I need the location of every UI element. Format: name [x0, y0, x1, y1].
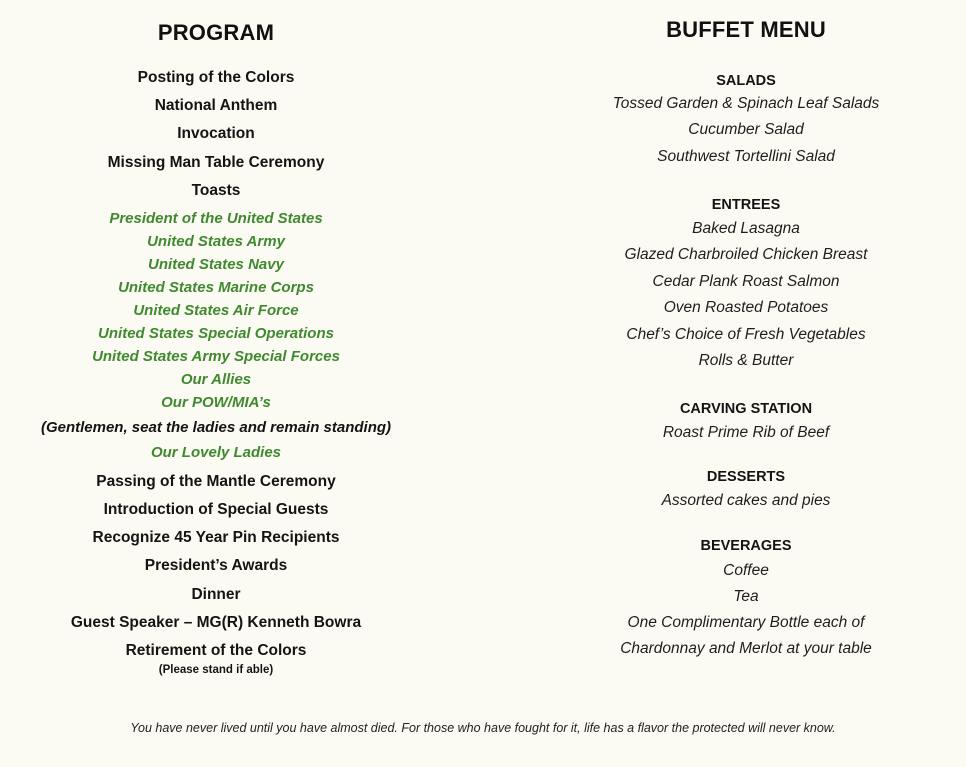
menu-item: Chef’s Choice of Fresh Vegetables	[626, 326, 866, 343]
menu-item: Assorted cakes and pies	[661, 492, 831, 509]
menu-item: Southwest Tortellini Salad	[657, 148, 835, 165]
toast-item: United States Special Operations	[98, 325, 334, 342]
menu-item: Tea	[733, 588, 759, 605]
toast-item: Our Lovely Ladies	[150, 444, 282, 461]
footer-quote: You have never lived until you have almost died. For those who have fought for it, life has a flavor the protected will never know.	[130, 721, 836, 735]
menu-item: Glazed Charbroiled Chicken Breast	[624, 246, 868, 263]
program-item: Retirement of the Colors	[125, 642, 307, 659]
program-item: Dinner	[191, 586, 241, 603]
program-item: Posting of the Colors	[137, 69, 295, 86]
menu-item: Baked Lasagna	[692, 220, 800, 237]
toast-item: Our Allies	[180, 371, 252, 388]
toast-item: United States Marine Corps	[118, 279, 314, 296]
toast-item: President of the United States	[109, 210, 323, 227]
menu-item: Roast Prime Rib of Beef	[662, 424, 830, 441]
program-item: Recognize 45 Year Pin Recipients	[92, 529, 340, 546]
menu-item: Cucumber Salad	[688, 121, 804, 138]
menu-item: Rolls & Butter	[698, 352, 794, 369]
menu-title: BUFFET MENU	[666, 17, 826, 42]
program-item: President’s Awards	[144, 557, 288, 574]
program-note: (Please stand if able)	[158, 664, 274, 676]
program-item: Invocation	[177, 125, 255, 142]
program-item: National Anthem	[154, 97, 278, 114]
menu-item: Cedar Plank Roast Salmon	[652, 273, 840, 290]
program-item: Introduction of Special Guests	[103, 501, 329, 518]
program-item: Guest Speaker – MG(R) Kenneth Bowra	[70, 614, 362, 631]
menu-item: Chardonnay and Merlot at your table	[620, 640, 872, 657]
program-item: Missing Man Table Ceremony	[107, 154, 325, 171]
toast-instruction: (Gentlemen, seat the ladies and remain standing)	[40, 419, 392, 436]
program-title: PROGRAM	[157, 20, 275, 45]
menu-section-heading: BEVERAGES	[700, 538, 792, 554]
toast-item: United States Air Force	[133, 302, 299, 319]
toast-item: United States Army Special Forces	[92, 348, 340, 365]
toast-item: United States Navy	[148, 256, 284, 273]
program-item: Toasts	[191, 182, 241, 199]
toast-item: United States Army	[147, 233, 285, 250]
menu-item: One Complimentary Bottle each of	[627, 614, 865, 631]
menu-item: Coffee	[723, 562, 769, 579]
menu-section-heading: SALADS	[716, 73, 776, 89]
menu-item: Oven Roasted Potatoes	[663, 299, 829, 316]
toast-item: Our POW/MIA’s	[161, 394, 271, 411]
menu-section-heading: DESSERTS	[706, 469, 786, 485]
menu-section-heading: ENTREES	[711, 197, 781, 213]
menu-item: Tossed Garden & Spinach Leaf Salads	[612, 95, 880, 112]
program-item: Passing of the Mantle Ceremony	[96, 473, 336, 490]
menu-section-heading: CARVING STATION	[679, 401, 813, 417]
